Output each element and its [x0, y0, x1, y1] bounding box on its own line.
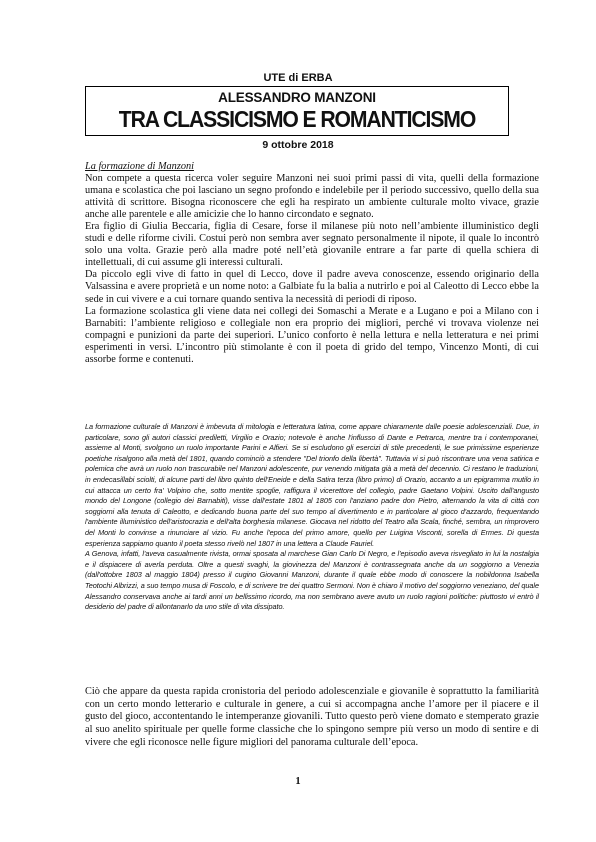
body-paragraph: La formazione scolastica gli viene data nei collegi dei Somaschi a Merate e a Lugano e poi a Milano con i Barnabiti: l’ambiente religioso e collegiale non era proprio dei migliori, perché vi trovava violenze nei compagni e punizioni da parte dei superiori. L’unico conforto è nella lettura e nella letteratura e nei primi esperimenti in versi. L’incontro più stimolante è con il poeta di grido del tempo, Vincenzo Monti, di cui assorbe forme e contenuti.	[85, 305, 539, 365]
italic-note	[85, 422, 539, 613]
body-paragraph: Da piccolo egli vive di fatto in quel di Lecco, dove il padre aveva conoscenze, essendo originario della Valsassina e avere proprietà e un nome noto: a Galbiate fu la balia a nutrirlo e poi al Caleotto di Lecco ebbe la sede in cui vivere e a cui tornare quando sentiva la necessità di periodi di riposo.	[85, 269, 539, 305]
closing-paragraph: Ciò che appare da questa rapida cronistoria del periodo adolescenziale e giovanile è soprattutto la familiarità con un certo mondo letterario e culturale in genere, a cui si accompagna anche l’amore per il piacere e il gusto del gioco, accontentando le intemperanze giovanili. Tutto questo però viene domato e stemperato grazie al suo anelito spirituale per quelle forme classiche che lo spingono sempre più verso un modo di sentire e di vivere che egli riconosce nelle figure migliori del panorama culturale dell’epoca.	[85, 686, 539, 748]
section-title	[85, 161, 539, 173]
body-paragraph: Era figlio di Giulia Beccaria, figlia di Cesare, forse il milanese più noto nell’ambiente illuministico degli studi e delle riforme civili. Costui però non sembra aver segnato personalmente il nipote, il quale lo incontrò solo una volta. Grazie però alla madre poté nell’età giovanile entrare a far parte di quella schiera di intellettuali, di cui assume gli interessi culturali.	[85, 221, 539, 269]
organization-heading: UTE di ERBA	[263, 72, 333, 84]
author-heading: ALESSANDRO MANZONI	[218, 90, 376, 105]
main-section	[85, 161, 539, 366]
section-title-text: La formazione di Manzoni	[85, 161, 194, 172]
closing-section	[85, 686, 539, 750]
note-paragraph: A Genova, infatti, l'aveva casualmente rivista, ormai sposata al marchese Gian Carlo Di Negro, e l'episodio aveva risvegliato in lui la nostalgia e il dispiacere di averla perduta. Oltre a questi svaghi, la giovinezza del Manzoni è contrassegnata anche da un soggiorno a Venezia (dall'ottobre 1803 al maggio 1804) presso il cugino Giovanni Manzoni, durante il quale ebbe modo di conoscere la nobildonna Isabella Teotochi Albrizzi, a suo tempo musa di Foscolo, e di scrivere tre dei quattro Sermoni. Non è chiaro il motivo del soggiorno veneziano, del quale Alessandro conservava anche ai tardi anni un bellissimo ricordo, ma non sembrano avere avuto un ruolo ragioni politiche: piuttosto vi entrò il desiderio del padre di allontanarlo da uno stile di vita dissipato.	[85, 549, 539, 612]
page-title: TRA CLASSICISMO E ROMANTICISMO	[118, 106, 476, 132]
lecture-date: 9 ottobre 2018	[262, 139, 334, 151]
title-box	[85, 86, 509, 136]
page-number: 1	[295, 776, 301, 787]
note-paragraph: La formazione culturale di Manzoni è imbevuta di mitologia e letteratura latina, come appare chiaramente dalle poesie adolescenziali. Due, in particolare, sono gli autori classici prediletti, Virgilio e Orazio; notevole è anche l'influsso di Dante e Petrarca, mentre tra i contemporanei, assieme al Monti, svolgono un ruolo importante Parini e Alfieri. Se si escludono gli esercizi di stile precedenti, le sue primissime esperienze poetiche risalgono alla metà del 1801, quando cominciò a stendere "Del trionfo della libertà". Tuttavia vi si può riscontrare una vena satirica e polemica che avrà un ruolo non trascurabile nel Manzoni adolescente, pur venendo mitigata già a metà del decennio. Ci restano le traduzioni, in endecasillabi sciolti, di alcune parti del libro quinto dell'Eneide e della Satira terza (libro primo) di Orazio, accanto a un epigramma mutilo in cui attacca un certo fra' Volpino che, sotto mentite spoglie, raffigura il vicerettore del collegio, padre Gaetano Volpini. Uscito dall'angusto mondo del Longone (collegio dei Barnabiti), visse dall'estate 1801 al 1805 con l'anziano padre don Pietro, alternando la vita di città con soggiorni alla tenuta di Caleotto, e dedicando buona parte del suo tempo al divertimento e in particolare al gioco d'azzardo, frequentando l'ambiente illuministico dell'aristocrazia e dell'alta borghesia milanese. Giocava nel ridotto del Teatro alla Scala, finché, sembra, un rimprovero del Monti lo convinse a rinunciare al vizio. Fu anche l'epoca del primo amore, quello per Luigina Visconti, sorella di Ermes. Di questa esperienza sappiamo quanto il poeta stesso rivelò nel 1807 in una lettera a Claude Fauriel.	[85, 422, 539, 548]
body-paragraph: Non compete a questa ricerca voler seguire Manzoni nei suoi primi passi di vita, quelli della formazione umana e scolastica che poi lasciano un segno profondo e indelebile per il periodo successivo, quello della sua attività di scrittore. Bisogna riconoscere che egli ha respirato un ambiente culturale molto vivace, grazie anche alle parentele e alle amicizie che lo hanno circondato e segnato.	[85, 173, 539, 221]
